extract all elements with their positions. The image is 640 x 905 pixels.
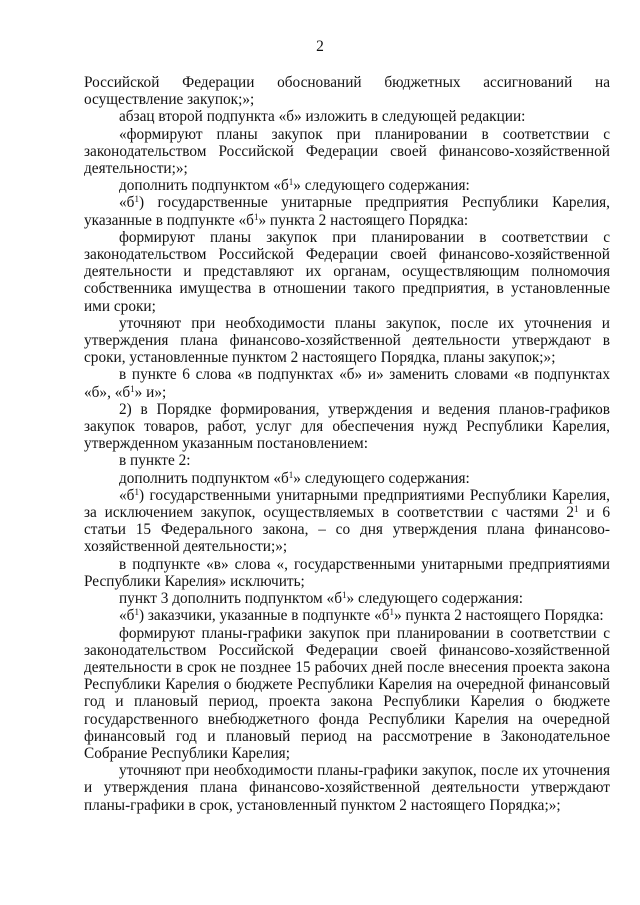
superscript: 1: [342, 590, 347, 601]
text-run: формируют планы-графики закупок при планировании в соответствии с законодательством Российской Федерации своей финансово-хозяйственной деятельности в срок не позднее 15 рабочих дней после внесения проекта закона Республики Карелия о бюджете Республики Карелия на очередной финансовый год и плановый период, проекта закона Республики Карелия о бюджете государственного внебюджетного фонда Республики Карелия на очередной финансовый год и плановый период на рассмотрение в Законодательное Собрание Республики Карелия;: [84, 624, 610, 762]
superscript: 1: [253, 211, 259, 222]
text-run: формируют планы закупок при планировании в соответствии с законодательством Российской Федерации своей финансово-хозяйственной деятельности и представляют их органам, осуществляющим полномочия собственника имущества в отношении такого предприятия, в установленные ими сроки;: [84, 228, 610, 315]
text-run: уточняют при необходимости планы закупок, после их уточнения и утверждения плана финансово-хозяйственной деятельности утверждают в сроки, установленные пунктом 2 настоящего Порядка, планы закупок;»;: [84, 314, 610, 367]
text-run: ) государственными унитарными предприятиями Республики Карелия, за исключением закупок, осуществляемых в соответствии с частями 2: [84, 486, 610, 522]
paragraph: [84, 108, 610, 125]
paragraph: [84, 556, 610, 590]
superscript: 1: [134, 607, 139, 618]
superscript: 1: [134, 194, 139, 205]
text-run: дополнить подпунктом «б: [119, 469, 289, 487]
paragraph: [84, 126, 610, 178]
text-run: ) заказчики, указанные в подпункте «б: [138, 607, 390, 625]
superscript: 1: [574, 504, 579, 515]
text-run: в пункте 2:: [119, 452, 191, 470]
paragraph: [84, 315, 610, 367]
text-run: 2) в Порядке формирования, утверждения и ведения планов-графиков закупок товаров, работ, услуг для обеспечения нужд Республики Карелия, утвержденном указанным постановлением:: [84, 400, 610, 453]
superscript: 1: [288, 177, 294, 188]
paragraph: [84, 229, 610, 315]
text-run: ) государственные унитарные предприятия Республики Карелия, указанные в подпункте «б: [84, 194, 610, 229]
text-run: «формируют планы закупок при планировании в соответствии с законодательством Российской Федерации своей финансово-хозяйственной деятельности;»;: [84, 125, 610, 178]
superscript: 1: [389, 607, 394, 618]
text-run: » следующего содержания:: [346, 590, 524, 608]
text-run: уточняют при необходимости планы-графики закупок, после их уточнения и утверждения плана финансово-хозяйственной деятельности утверждают планы-графики в срок, установленный пунктом 2 настоящего Порядка;»;: [84, 762, 610, 814]
text-run: » пункта 2 настоящего Порядка:: [394, 607, 604, 625]
paragraph: [84, 625, 610, 763]
text-run: » пункта 2 настоящего Порядка:: [258, 211, 469, 229]
text-run: в подпункте «в» слова «, государственными унитарными предприятиями Республики Карелия» исключить;: [84, 555, 610, 590]
text-run: » следующего содержания:: [293, 177, 470, 195]
page-number: 2: [316, 38, 324, 55]
paragraph: [84, 590, 610, 607]
text-run: Российской Федерации обоснований бюджетных ассигнований на осуществление закупок;»;: [84, 74, 610, 109]
text-run: абзац второй подпункта «б» изложить в следующей редакции:: [119, 108, 526, 126]
document-body: [84, 74, 610, 814]
paragraph: [84, 470, 610, 487]
text-run: и 6 статьи 15 Федерального закона, – со дня утверждения плана финансово-хозяйственной деятельности;»;: [84, 504, 611, 556]
superscript: 1: [134, 486, 139, 497]
text-run: «б: [119, 486, 135, 504]
text-run: «б: [119, 607, 135, 625]
paragraph: [84, 194, 610, 228]
paragraph: [84, 74, 610, 108]
paragraph: [84, 452, 610, 469]
text-run: дополнить подпунктом «б: [119, 177, 289, 195]
paragraph: [84, 177, 610, 194]
text-run: пункт 3 дополнить подпунктом «б: [119, 590, 342, 608]
text-run: в пункте 6 слова «в подпунктах «б» и» заменить словами «в подпунктах «б», «б: [84, 366, 610, 401]
text-run: » и»;: [134, 383, 167, 401]
paragraph: [84, 607, 610, 624]
paragraph: [84, 401, 610, 453]
paragraph: [84, 366, 610, 400]
text-run: » следующего содержания:: [293, 469, 470, 487]
paragraph: [84, 487, 610, 556]
text-run: «б: [119, 194, 135, 212]
superscript: 1: [288, 469, 294, 480]
paragraph: [84, 762, 610, 814]
superscript: 1: [130, 383, 135, 394]
